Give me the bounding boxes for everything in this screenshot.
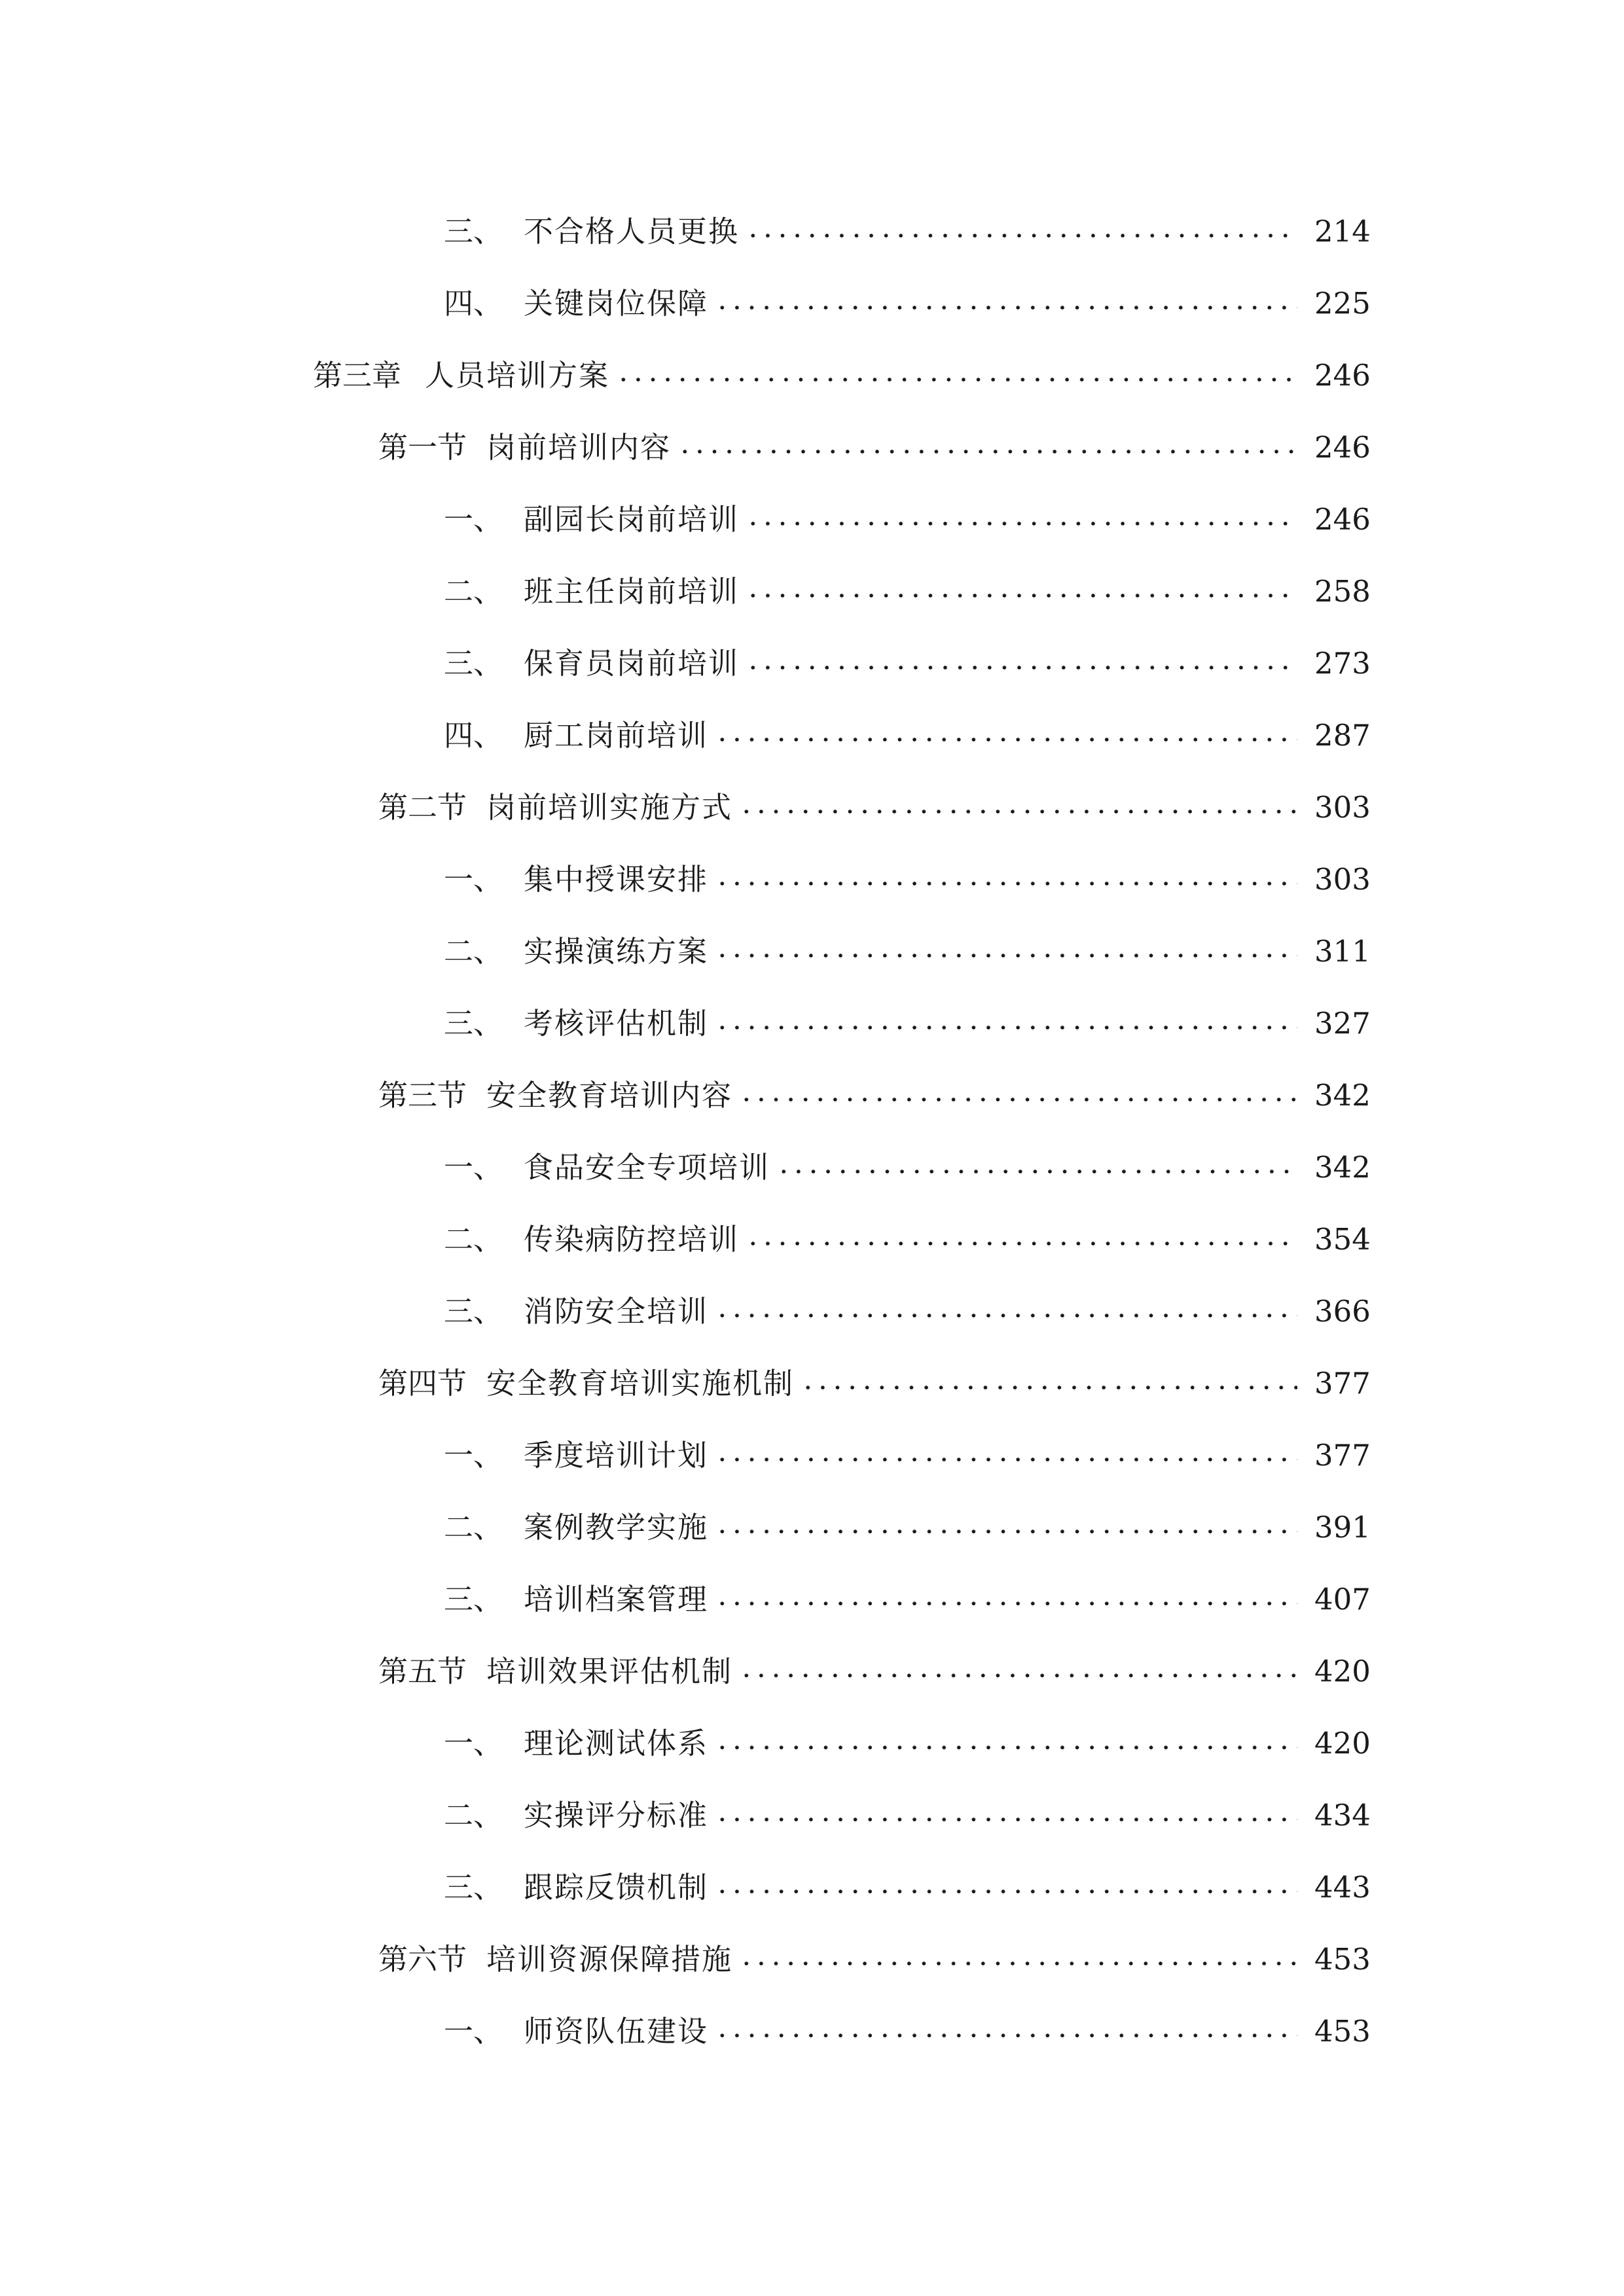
toc-entry-title: 培训效果评估机制 <box>486 1653 733 1689</box>
toc-entry-title: 班主任岗前培训 <box>524 573 740 609</box>
toc-entry-label <box>444 573 740 609</box>
toc-dot-leader <box>739 1961 1297 1966</box>
toc-entry-title: 安全教育培训实施机制 <box>486 1365 795 1401</box>
toc-subsection-entry[interactable] <box>0 843 1624 915</box>
toc-subsection-entry[interactable] <box>0 1491 1624 1563</box>
toc-dot-leader <box>715 1457 1297 1462</box>
toc-entry-title: 保育员岗前培训 <box>524 645 740 681</box>
toc-entry-label <box>444 933 709 969</box>
toc-entry-title: 理论测试体系 <box>524 1725 709 1761</box>
toc-entry-title: 传染病防控培训 <box>524 1221 740 1257</box>
toc-entry-number: 第四节 <box>378 1365 467 1401</box>
toc-subsection-entry[interactable] <box>0 195 1624 267</box>
toc-subsection-entry[interactable] <box>0 1995 1624 2067</box>
toc-entry-title: 师资队伍建设 <box>524 2013 709 2049</box>
toc-entry-number: 一、 <box>444 861 503 897</box>
toc-page-number: 214 <box>1314 213 1371 249</box>
toc-dot-leader <box>715 881 1297 886</box>
toc-page-number: 327 <box>1314 1005 1371 1041</box>
toc-page-number: 287 <box>1314 717 1371 753</box>
toc-entry-label <box>444 1869 709 1905</box>
toc-page-number: 407 <box>1314 1581 1371 1617</box>
toc-subsection-entry[interactable] <box>0 483 1624 555</box>
toc-dot-leader <box>746 665 1297 670</box>
toc-entry-title: 季度培训计划 <box>524 1437 709 1473</box>
toc-page-number: 420 <box>1314 1725 1371 1761</box>
toc-entry-title: 安全教育培训内容 <box>486 1077 733 1113</box>
toc-subsection-entry[interactable] <box>0 915 1624 987</box>
toc-dot-leader <box>801 1385 1297 1390</box>
toc-entry-label <box>313 357 610 393</box>
toc-dot-leader <box>746 233 1297 238</box>
toc-entry-label <box>444 501 740 537</box>
toc-entry-label <box>444 2013 709 2049</box>
toc-subsection-entry[interactable] <box>0 699 1624 771</box>
toc-entry-title: 关键岗位保障 <box>524 285 709 321</box>
toc-page-number: 311 <box>1314 933 1371 969</box>
toc-entry-number: 三、 <box>444 645 503 681</box>
toc-entry-number: 四、 <box>444 717 503 753</box>
toc-subsection-entry[interactable] <box>0 1563 1624 1635</box>
toc-page-number: 434 <box>1314 1797 1371 1833</box>
toc-page-number: 453 <box>1314 2013 1371 2049</box>
toc-page-number: 342 <box>1314 1077 1371 1113</box>
toc-dot-leader <box>739 809 1297 814</box>
toc-dot-leader <box>715 1889 1297 1894</box>
toc-page-number: 377 <box>1314 1365 1371 1401</box>
toc-entry-number: 第一节 <box>378 429 467 465</box>
toc-entry-number: 三、 <box>444 1293 503 1329</box>
toc-page-number: 354 <box>1314 1221 1371 1257</box>
toc-section-entry[interactable] <box>0 1347 1624 1419</box>
toc-dot-leader <box>746 593 1297 598</box>
toc-section-entry[interactable] <box>0 771 1624 843</box>
toc-entry-label <box>444 1149 770 1185</box>
toc-entry-title: 副园长岗前培训 <box>524 501 740 537</box>
toc-page-number: 246 <box>1314 501 1371 537</box>
toc-page-number: 420 <box>1314 1653 1371 1689</box>
toc-dot-leader <box>715 1601 1297 1606</box>
toc-page-number: 453 <box>1314 1941 1371 1977</box>
toc-entry-label <box>378 429 672 465</box>
toc-entry-title: 厨工岗前培训 <box>524 717 709 753</box>
toc-page-number: 273 <box>1314 645 1371 681</box>
toc-page-number: 342 <box>1314 1149 1371 1185</box>
toc-entry-number: 一、 <box>444 2013 503 2049</box>
toc-chapter-entry[interactable] <box>0 339 1624 411</box>
toc-dot-leader <box>776 1169 1297 1174</box>
toc-dot-leader <box>746 1241 1297 1246</box>
toc-page-number: 377 <box>1314 1437 1371 1473</box>
toc-page-number: 366 <box>1314 1293 1371 1329</box>
toc-subsection-entry[interactable] <box>0 1131 1624 1203</box>
toc-dot-leader <box>677 449 1297 454</box>
toc-entry-label <box>444 861 709 897</box>
toc-entry-label <box>444 1437 709 1473</box>
toc-dot-leader <box>739 1097 1297 1102</box>
toc-entry-number: 四、 <box>444 285 503 321</box>
toc-subsection-entry[interactable] <box>0 1779 1624 1851</box>
toc-entry-number: 二、 <box>444 573 503 609</box>
toc-page-number: 246 <box>1314 429 1371 465</box>
toc-entry-title: 不合格人员更换 <box>524 213 740 249</box>
toc-entry-number: 三、 <box>444 1869 503 1905</box>
toc-subsection-entry[interactable] <box>0 267 1624 339</box>
toc-page-number: 258 <box>1314 573 1371 609</box>
toc-page-number: 391 <box>1314 1509 1371 1545</box>
toc-entry-title: 实操演练方案 <box>524 933 709 969</box>
toc-entry-number: 三、 <box>444 213 503 249</box>
toc-entry-number: 第三章 <box>313 357 402 393</box>
toc-entry-label <box>444 1221 740 1257</box>
toc-section-entry[interactable] <box>0 1635 1624 1707</box>
table-of-contents <box>0 195 1624 2067</box>
toc-page-number: 443 <box>1314 1869 1371 1905</box>
toc-entry-label <box>444 1725 709 1761</box>
toc-dot-leader <box>715 1529 1297 1534</box>
toc-dot-leader <box>746 521 1297 526</box>
toc-entry-number: 二、 <box>444 1797 503 1833</box>
toc-entry-number: 第六节 <box>378 1941 467 1977</box>
toc-entry-number: 一、 <box>444 1149 503 1185</box>
toc-entry-label <box>444 1509 709 1545</box>
toc-entry-label <box>444 717 709 753</box>
toc-entry-label <box>444 645 740 681</box>
toc-entry-title: 食品安全专项培训 <box>524 1149 770 1185</box>
toc-entry-title: 跟踪反馈机制 <box>524 1869 709 1905</box>
toc-entry-number: 第二节 <box>378 789 467 825</box>
toc-entry-title: 人员培训方案 <box>425 357 610 393</box>
toc-entry-number: 一、 <box>444 1437 503 1473</box>
toc-subsection-entry[interactable] <box>0 1419 1624 1491</box>
toc-entry-label <box>378 789 733 825</box>
toc-entry-title: 集中授课安排 <box>524 861 709 897</box>
toc-entry-title: 培训资源保障措施 <box>486 1941 733 1977</box>
toc-subsection-entry[interactable] <box>0 1203 1624 1275</box>
toc-entry-label <box>378 1941 733 1977</box>
toc-entry-title: 消防安全培训 <box>524 1293 709 1329</box>
toc-page-number: 225 <box>1314 285 1371 321</box>
toc-section-entry[interactable] <box>0 1923 1624 1995</box>
toc-entry-number: 三、 <box>444 1581 503 1617</box>
toc-entry-number: 第三节 <box>378 1077 467 1113</box>
toc-subsection-entry[interactable] <box>0 1707 1624 1779</box>
toc-entry-label <box>444 1797 709 1833</box>
toc-entry-label <box>378 1077 733 1113</box>
toc-section-entry[interactable] <box>0 1059 1624 1131</box>
toc-subsection-entry[interactable] <box>0 1275 1624 1347</box>
toc-dot-leader <box>715 953 1297 958</box>
toc-entry-label <box>444 1581 709 1617</box>
toc-dot-leader <box>616 377 1297 382</box>
toc-entry-title: 岗前培训实施方式 <box>486 789 733 825</box>
toc-entry-label <box>444 285 709 321</box>
toc-entry-number: 二、 <box>444 1221 503 1257</box>
toc-entry-label <box>444 213 740 249</box>
toc-entry-title: 培训档案管理 <box>524 1581 709 1617</box>
toc-entry-title: 考核评估机制 <box>524 1005 709 1041</box>
toc-entry-number: 二、 <box>444 933 503 969</box>
toc-entry-title: 岗前培训内容 <box>486 429 672 465</box>
toc-entry-label <box>378 1653 733 1689</box>
toc-dot-leader <box>715 1025 1297 1030</box>
toc-dot-leader <box>715 2033 1297 2038</box>
toc-page-number: 303 <box>1314 861 1371 897</box>
toc-entry-label <box>378 1365 795 1401</box>
toc-dot-leader <box>715 1313 1297 1318</box>
toc-subsection-entry[interactable] <box>0 987 1624 1059</box>
toc-dot-leader <box>715 737 1297 742</box>
toc-subsection-entry[interactable] <box>0 1851 1624 1923</box>
toc-dot-leader <box>715 1745 1297 1750</box>
toc-entry-label <box>444 1005 709 1041</box>
toc-dot-leader <box>715 1817 1297 1822</box>
toc-entry-label <box>444 1293 709 1329</box>
toc-entry-number: 第五节 <box>378 1653 467 1689</box>
toc-entry-number: 一、 <box>444 1725 503 1761</box>
toc-dot-leader <box>739 1673 1297 1678</box>
toc-entry-number: 三、 <box>444 1005 503 1041</box>
toc-section-entry[interactable] <box>0 411 1624 483</box>
toc-page-number: 246 <box>1314 357 1371 393</box>
toc-entry-number: 二、 <box>444 1509 503 1545</box>
toc-entry-number: 一、 <box>444 501 503 537</box>
toc-page-number: 303 <box>1314 789 1371 825</box>
toc-entry-title: 案例教学实施 <box>524 1509 709 1545</box>
toc-subsection-entry[interactable] <box>0 555 1624 627</box>
toc-entry-title: 实操评分标准 <box>524 1797 709 1833</box>
toc-subsection-entry[interactable] <box>0 627 1624 699</box>
toc-dot-leader <box>715 305 1297 310</box>
